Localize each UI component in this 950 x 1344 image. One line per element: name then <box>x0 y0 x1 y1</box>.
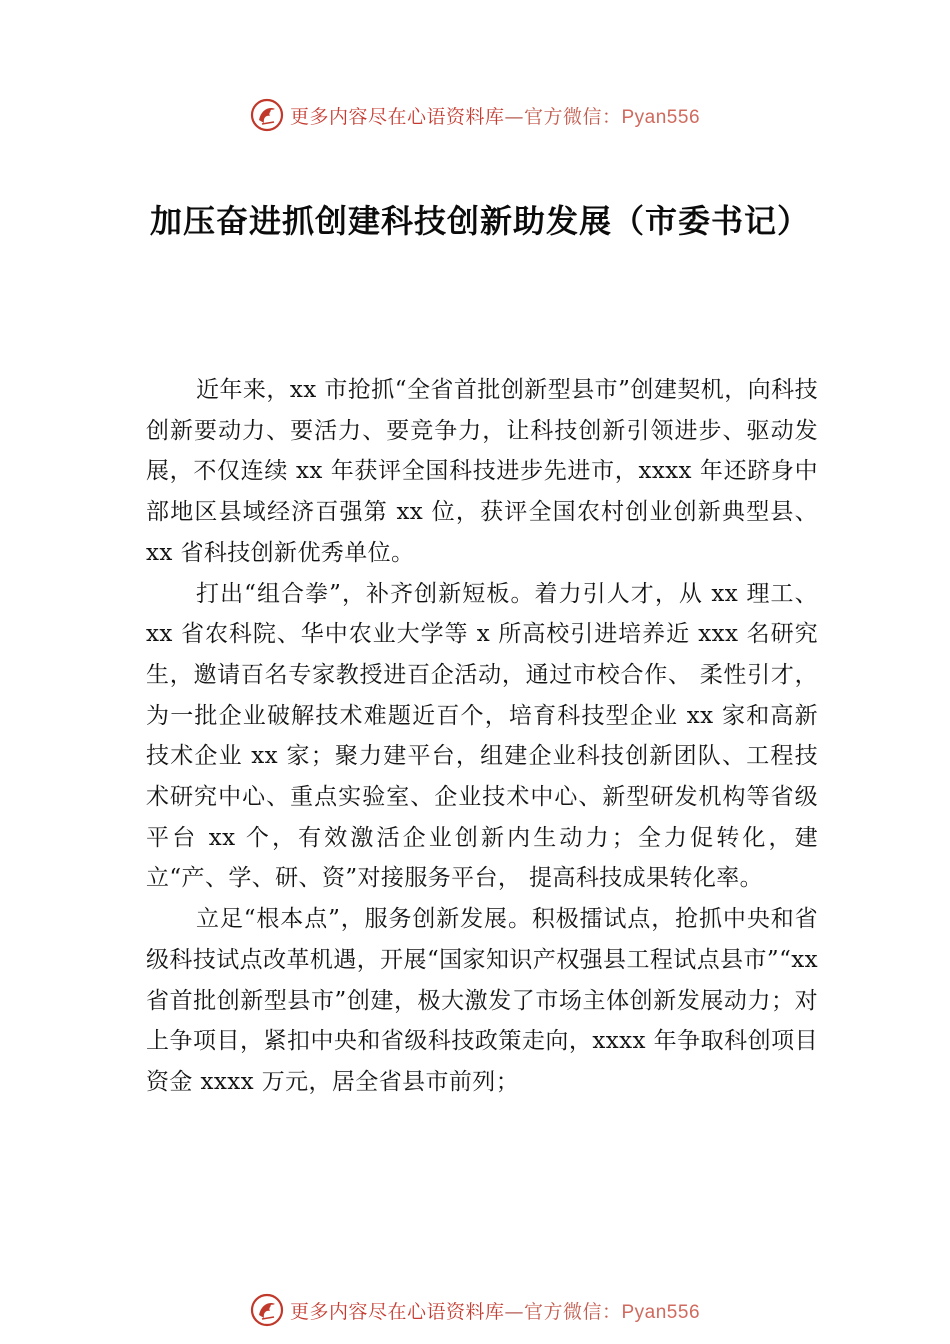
paragraph-intro: 近年来，xx 市抢抓“全省首批创新型县市”创建契机，向科技创新要动力、要活力、要竞争力，让科技创新引领进步、驱动发展，不仅连续 xx 年获评全国科技进步先进市，xxxx 年还跻身中部地区县域经济百强第 xx 位，获评全国农村创业创新典型县、xx 省科技创新优秀单位。 <box>146 377 818 566</box>
dragon-seal-icon <box>250 98 284 132</box>
watermark-handle: Pyan556 <box>621 106 701 128</box>
document-title: 加压奋进抓创建科技创新助发展（市委书记） <box>150 202 811 240</box>
header-watermark <box>0 95 950 135</box>
footer-watermark <box>0 1290 950 1330</box>
watermark-text <box>290 102 700 129</box>
watermark-label: 官方微信： <box>523 105 622 128</box>
watermark-main: 更多内容尽在心语资料库 <box>289 1300 505 1323</box>
watermark-dash: — <box>504 105 524 128</box>
document-body <box>146 370 818 1103</box>
paragraph-foundation: 立足“根本点”，服务创新发展。积极擂试点，抢抓中央和省级科技试点改革机遇，开展“国家知识产权强县工程试点县市”“xx 省首批创新型县市”创建，极大激发了市场主体创新发展动力；对上争项目，紧扣中央和省级科技政策走向，xxxx 年争取科创项目资金 xxxx 万元，居全省县市前列； <box>146 906 818 1095</box>
watermark-dash: — <box>504 1300 524 1323</box>
paragraph-combination: 打出“组合拳”，补齐创新短板。着力引人才，从 xx 理工、xx 省农科院、华中农业大学等 x 所高校引进培养近 xxx 名研究生，邀请百名专家教授进百企活动，通过市校合作、 柔性引才，为一批企业破解技术难题近百个，培育科技型企业 xx 家和高新技术企业 xx 家；聚力建平台，组建企业科技创新团队、工程技术研究中心、重点实验室、企业技术中心、新型研发机构等省级平台 xx 个，有效激活企业创新内生动力；全力促转化，建立“产、学、研、资”对接服务平台， 提高科技成果转化率。 <box>146 580 818 892</box>
watermark-text <box>290 1297 700 1324</box>
watermark-main: 更多内容尽在心语资料库 <box>289 105 505 128</box>
dragon-seal-icon <box>250 1293 284 1327</box>
watermark-label: 官方微信： <box>523 1300 622 1323</box>
watermark-handle: Pyan556 <box>621 1301 701 1323</box>
